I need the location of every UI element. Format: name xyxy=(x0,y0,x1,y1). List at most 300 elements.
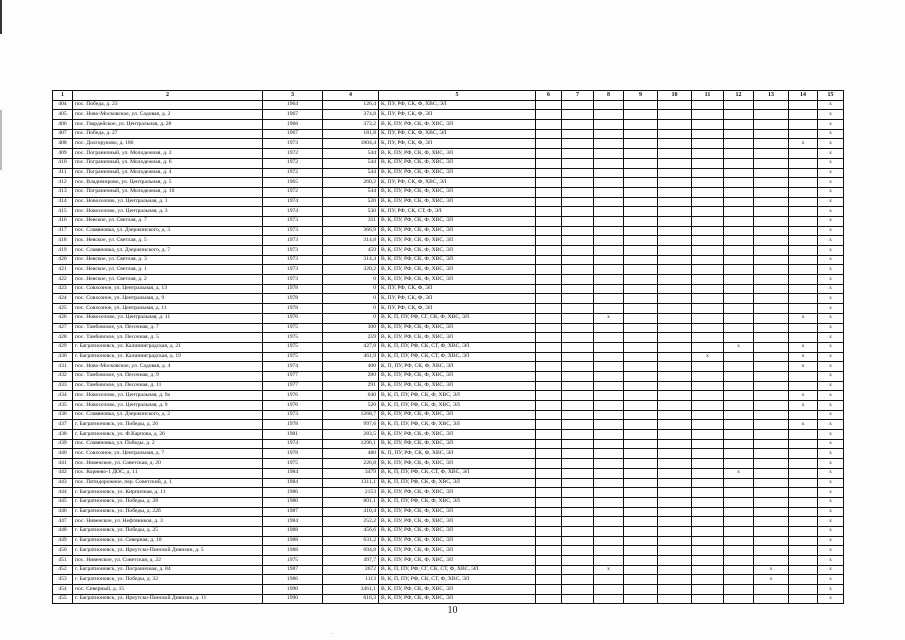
table-cell xyxy=(562,391,594,401)
table-cell xyxy=(692,333,724,343)
table-cell xyxy=(536,342,562,352)
table-cell xyxy=(692,246,724,256)
table-cell xyxy=(754,275,789,285)
column-header: 13 xyxy=(754,91,789,101)
table-cell: 544 xyxy=(323,187,379,197)
table-cell xyxy=(658,265,692,275)
table-cell: 416 xyxy=(53,216,73,226)
table-cell xyxy=(594,255,624,265)
table-cell xyxy=(658,410,692,420)
table-cell xyxy=(692,342,724,352)
table-cell xyxy=(724,575,754,585)
table-cell xyxy=(692,371,724,381)
table-cell xyxy=(536,410,562,420)
table-cell xyxy=(594,294,624,304)
table-cell xyxy=(724,381,754,391)
table-cell xyxy=(754,236,789,246)
table-cell xyxy=(724,284,754,294)
table-cell: В, К, ПУ, РФ, СК, Ф, ХВС, ЭЛ xyxy=(379,371,536,381)
table-cell: x xyxy=(789,342,818,352)
table-cell xyxy=(789,517,818,527)
table-cell: x xyxy=(818,497,844,507)
table-cell xyxy=(562,333,594,343)
table-cell xyxy=(658,381,692,391)
table-cell xyxy=(658,110,692,120)
table-cell xyxy=(594,507,624,517)
table-cell xyxy=(536,381,562,391)
table-cell xyxy=(724,449,754,459)
table-cell xyxy=(754,149,789,159)
table-cell xyxy=(658,323,692,333)
table-cell xyxy=(594,488,624,498)
table-cell xyxy=(789,575,818,585)
column-header: 15 xyxy=(818,91,844,101)
table-row xyxy=(53,284,844,294)
table-row xyxy=(53,352,844,362)
table-cell: x xyxy=(818,488,844,498)
table-cell xyxy=(724,304,754,314)
table-cell: x xyxy=(818,100,844,110)
table-cell xyxy=(724,497,754,507)
table-cell: 544 xyxy=(323,158,379,168)
table-cell: К, П, ПУ, РФ, СК, Ф, ХВС, ЭЛ xyxy=(379,362,536,372)
table-cell: 1973 xyxy=(263,216,323,226)
table-cell: В, К, П, ПУ, РФ, СК, СТ, Ф, ХВС, ЭЛ xyxy=(379,342,536,352)
table-cell: пос. Победа, д. 23 xyxy=(73,100,263,110)
table-cell: В, К, ПУ, РФ, СК, Ф, ХВС, ЭЛ xyxy=(379,216,536,226)
table-cell: пос. Новоселово, ул. Центральная, д. 9а xyxy=(73,391,263,401)
table-cell: пос. Тамбовское, ул. Песочная, д. 9 xyxy=(73,371,263,381)
table-cell xyxy=(754,246,789,256)
table-cell xyxy=(789,120,818,130)
table-cell xyxy=(724,478,754,488)
table-cell xyxy=(724,507,754,517)
table-cell: 1965 xyxy=(263,178,323,188)
table-cell xyxy=(789,304,818,314)
table-cell xyxy=(789,168,818,178)
table-cell: 1968 xyxy=(263,120,323,130)
table-cell xyxy=(536,110,562,120)
table-cell: 453 xyxy=(53,575,73,585)
table-cell xyxy=(692,478,724,488)
table-cell xyxy=(562,246,594,256)
table-cell: 1964 xyxy=(263,100,323,110)
table-cell xyxy=(536,391,562,401)
table-cell: В, К, ПУ, РФ, СК, Ф, ХВС, ЭЛ xyxy=(379,197,536,207)
table-cell: В, К, П, ПУ, РФ, СК, Ф, ХВС, ЭЛ xyxy=(379,401,536,411)
table-cell: x xyxy=(818,478,844,488)
table-cell xyxy=(789,284,818,294)
table-cell xyxy=(692,410,724,420)
table-row xyxy=(53,255,844,265)
table-cell xyxy=(594,275,624,285)
table-cell xyxy=(624,507,658,517)
table-cell: x xyxy=(818,197,844,207)
table-cell: 1975 xyxy=(263,333,323,343)
table-cell xyxy=(624,439,658,449)
table-cell xyxy=(594,236,624,246)
table-cell xyxy=(562,575,594,585)
table-cell: В, К, ПУ, РФ, СК, Ф, ХВС, ЭЛ xyxy=(379,226,536,236)
table-cell: 1967 xyxy=(263,129,323,139)
table-cell: 1977 xyxy=(263,371,323,381)
table-cell xyxy=(789,536,818,546)
table-cell: x xyxy=(818,546,844,556)
table-cell xyxy=(789,100,818,110)
table-cell: В, К, П, ПУ, РФ, СК, Ф, ХВС, ЭЛ xyxy=(379,420,536,430)
table-cell xyxy=(658,304,692,314)
table-cell xyxy=(724,129,754,139)
table-cell: 1986 xyxy=(263,488,323,498)
table-cell: В, К, ПУ, РФ, СК, Ф, ХВС, ЭЛ xyxy=(379,517,536,527)
table-cell xyxy=(624,149,658,159)
table-cell xyxy=(692,294,724,304)
table-cell xyxy=(658,585,692,595)
table-cell xyxy=(724,313,754,323)
table-cell xyxy=(789,187,818,197)
table-cell: пос. Нивенское, ул. Советская, д. 22 xyxy=(73,556,263,566)
table-cell: В, К, П, ПУ, РФ, СГ, СК, СТ, Ф, ХВС, ЭЛ xyxy=(379,565,536,575)
table-row xyxy=(53,439,844,449)
table-row xyxy=(53,575,844,585)
table-cell xyxy=(789,207,818,217)
table-cell: x xyxy=(818,255,844,265)
table-cell xyxy=(536,362,562,372)
table-cell: 448 xyxy=(53,526,73,536)
table-cell: пос. Невское, ул. Светлая, д. 2 xyxy=(73,275,263,285)
table-cell xyxy=(658,149,692,159)
table-cell: 405 xyxy=(53,110,73,120)
table-cell xyxy=(624,565,658,575)
table-cell xyxy=(692,216,724,226)
table-row xyxy=(53,265,844,275)
table-cell: пос. Ново-Московское, ул. Садовая, д. 2 xyxy=(73,110,263,120)
table-cell xyxy=(789,556,818,566)
table-cell xyxy=(624,178,658,188)
table-cell xyxy=(754,178,789,188)
table-cell: x xyxy=(789,401,818,411)
table-cell xyxy=(562,197,594,207)
table-cell: 1988 xyxy=(263,546,323,556)
table-cell xyxy=(624,381,658,391)
table-cell: x xyxy=(818,158,844,168)
table-cell: x xyxy=(818,323,844,333)
table-cell xyxy=(754,468,789,478)
table-cell xyxy=(692,275,724,285)
table-cell xyxy=(658,333,692,343)
table-cell xyxy=(624,216,658,226)
table-row xyxy=(53,246,844,256)
table-cell xyxy=(594,517,624,527)
table-cell xyxy=(692,507,724,517)
table-row xyxy=(53,594,844,604)
table-cell: 426 xyxy=(53,313,73,323)
table-cell xyxy=(724,391,754,401)
table-cell xyxy=(754,333,789,343)
table-cell xyxy=(562,449,594,459)
table-cell xyxy=(754,362,789,372)
table-cell: x xyxy=(789,362,818,372)
table-cell: 0 xyxy=(323,304,379,314)
table-cell xyxy=(624,371,658,381)
table-cell xyxy=(624,158,658,168)
table-cell xyxy=(789,381,818,391)
table-cell: пос. Невское, ул. Светлая, д. 7 xyxy=(73,216,263,226)
table-cell: 1975 xyxy=(263,323,323,333)
table-cell: 1990 xyxy=(263,585,323,595)
table-row xyxy=(53,216,844,226)
table-cell: В, К, ПУ, РФ, СК, Ф, ХВС, ЭЛ xyxy=(379,275,536,285)
table-cell xyxy=(562,149,594,159)
table-cell: г. Багратионовск, ул. Калининградская, д. 21 xyxy=(73,342,263,352)
table-cell: x xyxy=(818,120,844,130)
table-cell xyxy=(624,100,658,110)
table-cell xyxy=(754,401,789,411)
table-cell xyxy=(536,546,562,556)
table-cell: 480 xyxy=(323,449,379,459)
table-cell: 420 xyxy=(53,255,73,265)
table-cell xyxy=(624,449,658,459)
table-cell: 1981 xyxy=(263,430,323,440)
table-cell xyxy=(594,362,624,372)
table-row xyxy=(53,468,844,478)
table-cell xyxy=(562,255,594,265)
table-cell xyxy=(724,265,754,275)
table-cell xyxy=(536,236,562,246)
table-cell xyxy=(624,391,658,401)
table-row xyxy=(53,556,844,566)
table-cell: x xyxy=(594,565,624,575)
table-cell xyxy=(562,226,594,236)
table-cell: 1984 xyxy=(263,517,323,527)
table-cell: 280 xyxy=(323,371,379,381)
table-cell: г. Багратионовск, ул. Северная, д. 10 xyxy=(73,536,263,546)
table-cell xyxy=(594,323,624,333)
table-cell: 816,3 xyxy=(323,594,379,604)
table-cell: г. Багратионовск, ул. Калининградская, д. 19 xyxy=(73,352,263,362)
table-row xyxy=(53,362,844,372)
table-cell xyxy=(562,517,594,527)
table-cell xyxy=(692,459,724,469)
table-cell xyxy=(536,439,562,449)
table-cell xyxy=(658,178,692,188)
table-cell: 1978 xyxy=(263,420,323,430)
table-cell: x xyxy=(818,236,844,246)
table-cell xyxy=(562,371,594,381)
table-row xyxy=(53,517,844,527)
table-cell xyxy=(692,304,724,314)
table-cell: пос. Совхозное, ул. Центральная, д. 9 xyxy=(73,294,263,304)
table-cell xyxy=(562,342,594,352)
table-cell: x xyxy=(818,216,844,226)
table-cell: В, К, ПУ, РФ, СК, Ф, ХВС, ЭЛ xyxy=(379,459,536,469)
table-cell xyxy=(562,401,594,411)
table-cell xyxy=(536,275,562,285)
table-cell xyxy=(562,158,594,168)
table-cell: пос. Северный, д. 15 xyxy=(73,585,263,595)
table-cell: К, П, ПУ, РФ, СК, Ф, ХВС, ЭЛ xyxy=(379,449,536,459)
table-row xyxy=(53,333,844,343)
table-cell xyxy=(754,158,789,168)
table-cell xyxy=(658,313,692,323)
table-cell: x xyxy=(789,391,818,401)
table-cell: 694,8 xyxy=(323,546,379,556)
table-row xyxy=(53,207,844,217)
column-header: 9 xyxy=(624,91,658,101)
table-cell: 441 xyxy=(53,459,73,469)
table-cell: В, К, П, ПУ, РФ, СК, СТ, Ф, ХВС, ЭЛ xyxy=(379,575,536,585)
table-cell xyxy=(594,342,624,352)
table-cell: 520 xyxy=(323,197,379,207)
table-cell xyxy=(562,430,594,440)
table-cell xyxy=(692,149,724,159)
table-cell: 1977 xyxy=(263,381,323,391)
table-cell xyxy=(562,410,594,420)
table-cell: 423 xyxy=(53,284,73,294)
table-cell xyxy=(754,459,789,469)
table-cell xyxy=(624,168,658,178)
table-cell xyxy=(692,323,724,333)
table-cell xyxy=(658,226,692,236)
table-cell xyxy=(562,459,594,469)
table-cell xyxy=(754,478,789,488)
table-cell xyxy=(562,556,594,566)
table-cell: К, ПУ, РФ, СК, СТ, Ф, ЭЛ xyxy=(379,207,536,217)
table-cell xyxy=(658,488,692,498)
table-cell xyxy=(562,168,594,178)
table-cell: пос. Славяновка, ул. Дзержинского, д. 3 xyxy=(73,226,263,236)
table-cell: x xyxy=(818,313,844,323)
table-cell: 1972 xyxy=(263,168,323,178)
table-row xyxy=(53,313,844,323)
table-cell xyxy=(789,246,818,256)
table-cell: 1990 xyxy=(263,594,323,604)
table-cell xyxy=(789,236,818,246)
table-cell: x xyxy=(818,575,844,585)
table-cell xyxy=(789,507,818,517)
table-cell: 2672 xyxy=(323,565,379,575)
table-cell: 410 xyxy=(53,158,73,168)
table-cell: 406 xyxy=(53,120,73,130)
table-cell: В, К, П, ПУ, РФ, СК, СТ, Ф, ХВС, ЭЛ xyxy=(379,352,536,362)
table-row xyxy=(53,294,844,304)
table-cell xyxy=(754,507,789,517)
table-cell xyxy=(658,352,692,362)
table-row xyxy=(53,459,844,469)
table-cell xyxy=(658,449,692,459)
table-cell: 314,8 xyxy=(323,236,379,246)
table-cell xyxy=(624,197,658,207)
table-cell: 444 xyxy=(53,488,73,498)
table-cell xyxy=(536,284,562,294)
table-cell: 435 xyxy=(53,401,73,411)
table-row xyxy=(53,100,844,110)
table-cell: x xyxy=(818,284,844,294)
table-cell xyxy=(754,294,789,304)
table-cell: В, К, ПУ, РФ, СК, Ф, ХВС, ЭЛ xyxy=(379,158,536,168)
table-cell xyxy=(789,158,818,168)
table-cell: г. Багратионовск, ул. Победы, д. 32 xyxy=(73,575,263,585)
table-cell: x xyxy=(818,391,844,401)
table-cell xyxy=(624,313,658,323)
table-cell xyxy=(594,497,624,507)
table-cell: г. Багратионовск, ул. Победы, д. 25 xyxy=(73,526,263,536)
table-cell: 1978 xyxy=(263,294,323,304)
table-cell: 1976 xyxy=(263,401,323,411)
table-cell xyxy=(724,459,754,469)
table-cell xyxy=(754,304,789,314)
table-cell xyxy=(624,556,658,566)
table-cell xyxy=(724,187,754,197)
table-cell xyxy=(789,275,818,285)
table-cell xyxy=(724,517,754,527)
table-cell xyxy=(562,178,594,188)
table-row xyxy=(53,381,844,391)
table-cell: В, К, ПУ, РФ, СК, Ф, ХВС, ЭЛ xyxy=(379,430,536,440)
table-cell xyxy=(536,226,562,236)
table-cell xyxy=(536,120,562,130)
table-cell: 0 xyxy=(323,284,379,294)
table-row xyxy=(53,371,844,381)
table-cell xyxy=(658,401,692,411)
table-cell: 1988 xyxy=(263,526,323,536)
table-cell: 400 xyxy=(323,362,379,372)
table-cell: В, К, ПУ, РФ, СК, Ф, ХВС, ЭЛ xyxy=(379,255,536,265)
table-cell xyxy=(724,594,754,604)
table-cell xyxy=(754,207,789,217)
table-cell: x xyxy=(818,110,844,120)
page-number: 10 xyxy=(447,605,458,616)
table-cell xyxy=(754,517,789,527)
table-cell xyxy=(754,129,789,139)
table-cell xyxy=(692,517,724,527)
table-row xyxy=(53,449,844,459)
table-cell xyxy=(724,110,754,120)
table-cell: В, К, ПУ, РФ, СК, Ф, ХВС, ЭЛ xyxy=(379,526,536,536)
table-cell: 1978 xyxy=(263,304,323,314)
table-cell: 415 xyxy=(53,207,73,217)
table-cell: В, К, П, ПУ, РФ, СК, Ф, ХВС, ЭЛ xyxy=(379,478,536,488)
table-cell xyxy=(789,585,818,595)
table-cell xyxy=(594,430,624,440)
table-cell: 1311,1 xyxy=(323,478,379,488)
table-cell xyxy=(624,352,658,362)
table-row xyxy=(53,304,844,314)
table-cell: 801,1 xyxy=(323,497,379,507)
column-header: 1 xyxy=(53,91,73,101)
table-cell: В, К, ПУ, РФ, СК, Ф, ХВС, ЭЛ xyxy=(379,333,536,343)
table-cell: x xyxy=(818,352,844,362)
table-cell: В, К, П, ПУ, РФ, СК, Ф, ХВС, ЭЛ xyxy=(379,391,536,401)
table-cell xyxy=(562,488,594,498)
table-cell xyxy=(562,594,594,604)
table-cell xyxy=(754,187,789,197)
table-body xyxy=(53,100,844,604)
table-row xyxy=(53,391,844,401)
table-cell: 419 xyxy=(53,246,73,256)
table-cell xyxy=(692,391,724,401)
table-cell xyxy=(536,526,562,536)
table-cell xyxy=(789,565,818,575)
binder-mark xyxy=(0,0,2,34)
table-cell: пос. Невское, ул. Светлая, д. 3 xyxy=(73,255,263,265)
table-cell: x xyxy=(789,352,818,362)
table-row xyxy=(53,507,844,517)
table-cell xyxy=(754,120,789,130)
table-cell xyxy=(624,362,658,372)
table-cell: x xyxy=(818,187,844,197)
table-cell xyxy=(724,226,754,236)
